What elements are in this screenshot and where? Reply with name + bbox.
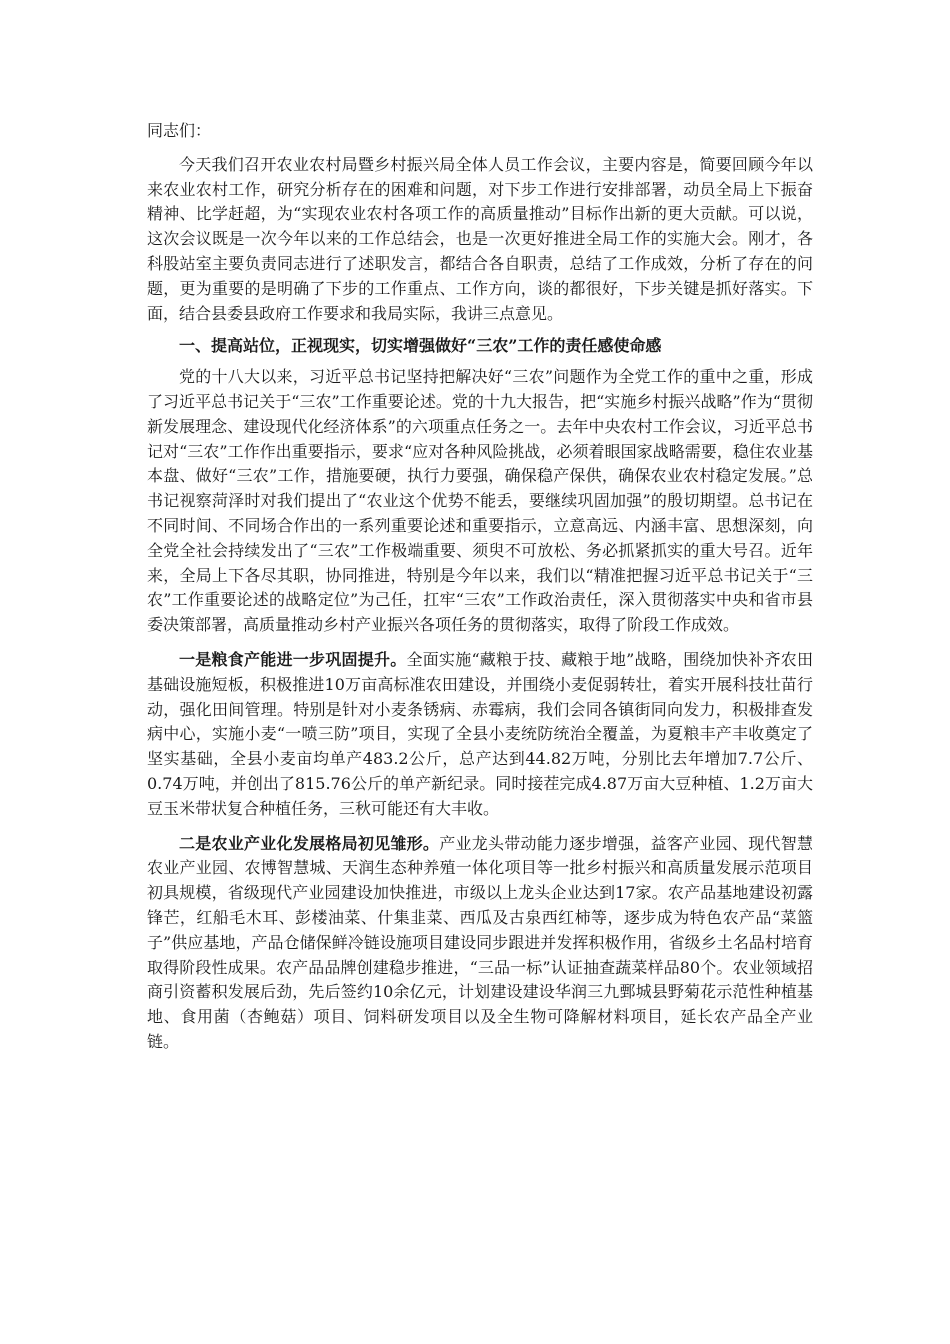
document-page <box>147 119 813 1055</box>
salutation: 同志们： <box>147 121 212 140</box>
point-1-paragraph <box>147 648 813 822</box>
point-2-lead: 二是农业产业化发展格局初见雏形。 <box>179 833 440 853</box>
point-1-lead: 一是粮食产能进一步巩固提升。 <box>179 649 407 669</box>
section-1-paragraph: 党的十八大以来，习近平总书记坚持把解决好“三农”问题作为全党工作的重中之重，形成了习近平总书记关于“三农”工作重要论述。党的十九大报告，把“实施乡村振兴战略”作为“贯彻新发展理念、建设现代化经济体系”的六项重点任务之一。去年中央农村工作会议，习近平总书记对“三农”工作作出重要指示，要求“应对各种风险挑战，必须着眼国家战略需要，稳住农业基本盘、做好“三农”工作，措施要硬，执行力要强，确保稳产保供，确保农业农村稳定发展。”总书记视察菏泽时对我们提出了“农业这个优势不能丢，要继续巩固加强”的殷切期望。总书记在不同时间、不同场合作出的一系列重要论述和重要指示，立意高远、内涵丰富、思想深刻，向全党全社会持续发出了“三农”工作极端重要、须臾不可放松、务必抓紧抓实的重大号召。近年来，全局上下各尽其职，协同推进，特别是今年以来，我们以“精准把握习近平总书记关于“三农”工作重要论述的战略定位”为己任，扛牢“三农”工作政治责任，深入贯彻落实中央和省市县委决策部署，高质量推动乡村产业振兴各项任务的贯彻落实，取得了阶段工作成效。 <box>147 367 813 635</box>
section-heading-1: 一、提高站位，正视现实，切实增强做好“三农”工作的责任感使命感 <box>179 336 662 356</box>
point-1-body: 全面实施“藏粮于技、藏粮于地”战略，围绕加快补齐农田基础设施短板，积极推进10万亩高标准农田建设，并围绕小麦促弱转壮，着实开展科技壮苗行动，强化田间管理。特别是针对小麦条锈病、赤霉病，我们会同各镇街同向发力，积极排查发病中心，实施小麦“一喷三防”项目，实现了全县小麦统防统治全覆盖，为夏粮丰产丰收奠定了坚实基础，全县小麦亩均单产483.2公斤，总产达到44.82万吨，分别比去年增加7.7公斤、0.74万吨，并创出了815.76公斤的单产新纪录。同时接茬完成4.87万亩大豆种植、1.2万亩大豆玉米带状复合种植任务，三秋可能还有大丰收。 <box>147 649 813 818</box>
intro-paragraph: 今天我们召开农业农村局暨乡村振兴局全体人员工作会议，主要内容是，简要回顾今年以来农业农村工作，研究分析存在的困难和问题，对下步工作进行安排部署，动员全局上下振奋精神、比学赶超，为“实现农业农村各项工作的高质量推动”目标作出新的更大贡献。可以说，这次会议既是一次今年以来的工作总结会，也是一次更好推进全局工作的实施大会。刚才，各科股站室主要负责同志进行了述职发言，都结合各自职责，总结了工作成效，分析了存在的问题，更为重要的是明确了下步的工作重点、工作方向，谈的都很好，下步关键是抓好落实。下面，结合县委县政府工作要求和我局实际，我讲三点意见。 <box>147 154 813 323</box>
point-2-body: 产业龙头带动能力逐步增强，益客产业园、现代智慧农业产业园、农博智慧城、天润生态种养殖一体化项目等一批乡村振兴和高质量发展示范项目初具规模，省级现代产业园建设加快推进，市级以上龙头企业达到17家。农产品基地建设初露锋芒，红船毛木耳、彭楼油菜、什集韭菜、西瓜及古泉西红柿等，逐步成为特色农产品“菜篮子”供应基地，产品仓储保鲜冷链设施项目建设同步跟进并发挥积极作用，省级乡土名品村培育取得阶段性成果。农产品品牌创建稳步推进，“三品一标”认证抽查蔬菜样品80个。农业领域招商引资蓄积发展后劲，先后签约10余亿元，计划建设建设华润三九鄄城县野菊花示范性种植基地、食用菌（杏鲍菇）项目、饲料研发项目以及全生物可降解材料项目，延长农产品全产业链。 <box>147 833 813 1051</box>
point-2-paragraph <box>147 832 813 1055</box>
